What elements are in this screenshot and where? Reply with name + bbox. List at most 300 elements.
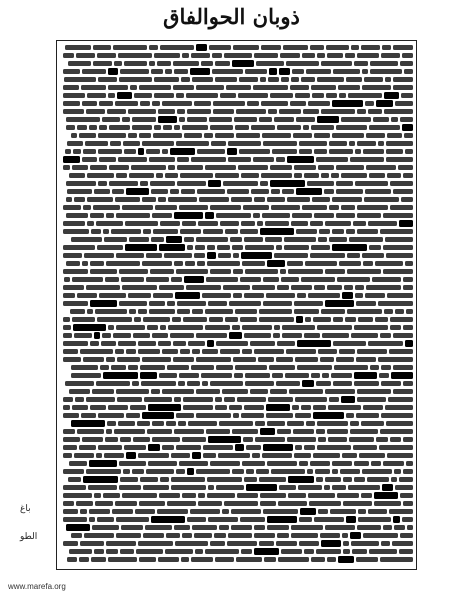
text-word <box>297 293 306 298</box>
text-word <box>238 165 268 170</box>
text-word <box>228 157 251 162</box>
text-word <box>282 189 294 194</box>
text-word <box>158 341 171 346</box>
text-word <box>326 45 349 50</box>
text-word <box>302 380 314 387</box>
text-word <box>180 349 190 354</box>
text-word <box>256 61 284 66</box>
text-word <box>254 525 265 530</box>
text-word <box>198 221 218 226</box>
text-word <box>351 333 378 338</box>
text-word <box>318 237 327 242</box>
text-word <box>132 469 144 474</box>
text-word <box>383 525 392 530</box>
text-word <box>214 533 226 538</box>
text-word <box>136 549 163 554</box>
text-word <box>366 285 401 290</box>
text-line <box>60 324 413 330</box>
text-word <box>350 157 384 162</box>
text-line <box>60 308 413 314</box>
text-word <box>383 269 413 274</box>
text-word <box>261 101 288 106</box>
text-word <box>160 325 166 330</box>
text-word <box>310 221 323 226</box>
text-word <box>187 381 200 386</box>
text-word <box>206 277 238 282</box>
text-line <box>60 52 413 58</box>
text-word <box>317 325 352 330</box>
text-word <box>321 61 352 66</box>
text-word <box>343 501 372 506</box>
text-word <box>211 141 226 146</box>
text-word <box>102 333 111 338</box>
text-word <box>317 421 348 426</box>
text-word <box>291 525 323 530</box>
text-line <box>60 284 413 290</box>
text-word <box>187 517 206 522</box>
text-word <box>208 180 221 187</box>
text-word <box>90 405 106 410</box>
text-word <box>388 397 413 402</box>
text-word <box>129 173 154 178</box>
text-word <box>63 85 79 90</box>
text-word <box>197 189 225 194</box>
text-word <box>120 477 138 482</box>
text-word <box>387 453 413 458</box>
text-word <box>328 437 347 442</box>
text-word <box>345 317 356 322</box>
text-word <box>132 125 152 130</box>
text-word <box>71 373 101 378</box>
text-word <box>132 117 156 122</box>
text-line <box>60 460 413 466</box>
text-line <box>60 556 413 562</box>
text-word <box>125 221 158 226</box>
text-word <box>271 189 280 194</box>
text-word <box>63 541 78 546</box>
text-word <box>269 68 277 75</box>
text-word <box>387 173 401 178</box>
text-word <box>122 117 130 122</box>
text-word <box>72 165 88 170</box>
text-word <box>204 133 213 138</box>
margin-note-2: الطو <box>20 532 38 542</box>
text-word <box>240 229 258 234</box>
text-word <box>357 109 366 114</box>
text-word <box>318 437 326 442</box>
text-word <box>222 509 229 514</box>
text-word <box>268 109 277 114</box>
text-word <box>290 85 309 90</box>
text-word <box>390 181 413 186</box>
text-word <box>378 357 413 362</box>
text-word <box>205 212 214 219</box>
text-line <box>60 380 413 386</box>
text-word <box>400 493 413 498</box>
text-word <box>126 452 136 459</box>
text-word <box>386 149 403 154</box>
text-word <box>184 276 204 283</box>
text-word <box>116 173 127 178</box>
text-word <box>209 117 232 122</box>
text-word <box>98 149 122 154</box>
text-word <box>363 533 398 538</box>
text-line <box>60 356 413 362</box>
text-word <box>150 181 175 186</box>
text-word <box>201 373 232 378</box>
text-word <box>298 485 322 490</box>
text-word <box>98 133 126 138</box>
text-word <box>133 333 150 338</box>
text-word <box>383 461 404 466</box>
text-word <box>287 437 316 442</box>
text-word <box>299 149 312 154</box>
text-word <box>158 116 177 123</box>
text-word <box>94 549 104 554</box>
text-word <box>108 325 114 330</box>
text-word <box>337 277 370 282</box>
text-word <box>227 189 249 194</box>
text-word <box>192 525 217 530</box>
text-word <box>138 349 160 354</box>
text-word <box>196 85 224 90</box>
text-word <box>295 413 311 418</box>
text-word <box>310 253 345 258</box>
text-word <box>215 77 237 82</box>
text-word <box>321 173 329 178</box>
text-word <box>73 324 106 331</box>
text-word <box>153 293 173 298</box>
text-word <box>301 77 315 82</box>
text-word <box>282 333 302 338</box>
text-word <box>146 469 174 474</box>
text-line <box>60 180 413 186</box>
text-word <box>332 461 352 466</box>
text-word <box>192 452 201 459</box>
text-word <box>83 357 104 362</box>
text-word <box>235 365 267 370</box>
text-word <box>215 173 239 178</box>
text-word <box>295 93 310 98</box>
text-word <box>179 461 208 466</box>
text-word <box>115 501 137 506</box>
text-word <box>368 221 397 226</box>
text-word <box>173 85 194 90</box>
text-word <box>386 253 413 258</box>
text-word <box>236 133 260 138</box>
text-word <box>109 181 138 186</box>
text-word <box>181 189 195 194</box>
text-word <box>63 445 77 450</box>
text-word <box>355 181 388 186</box>
text-word <box>254 548 279 555</box>
text-word <box>163 125 172 130</box>
text-word <box>241 413 264 418</box>
text-word <box>381 381 401 386</box>
text-word <box>170 333 194 338</box>
text-word <box>367 477 389 482</box>
text-word <box>281 77 289 82</box>
text-word <box>66 197 72 202</box>
text-word <box>89 509 110 514</box>
text-word <box>280 53 300 58</box>
text-word <box>318 165 334 170</box>
text-word <box>106 549 118 554</box>
text-word <box>68 477 81 482</box>
text-word <box>185 261 195 266</box>
text-line <box>60 140 413 146</box>
text-word <box>242 325 272 330</box>
text-word <box>197 149 225 154</box>
text-word <box>63 165 70 170</box>
text-word <box>261 173 292 178</box>
text-line <box>60 484 413 490</box>
text-word <box>393 77 413 82</box>
text-word <box>233 293 242 298</box>
text-word <box>63 109 84 114</box>
text-word <box>357 141 376 146</box>
text-line <box>60 212 413 218</box>
text-word <box>237 397 266 402</box>
text-word <box>364 197 399 202</box>
text-word <box>94 493 101 498</box>
text-word <box>93 45 111 50</box>
text-line <box>60 436 413 442</box>
text-word <box>145 525 172 530</box>
text-word <box>124 445 146 450</box>
text-word <box>299 517 312 522</box>
text-word <box>327 285 342 290</box>
text-word <box>277 533 289 538</box>
text-word <box>241 549 252 554</box>
text-word <box>94 332 100 339</box>
text-word <box>160 221 180 226</box>
text-line <box>60 388 413 394</box>
text-word <box>387 133 402 138</box>
text-word <box>63 501 74 506</box>
text-word <box>260 228 294 235</box>
text-word <box>179 117 185 122</box>
text-word <box>259 477 286 482</box>
text-word <box>87 197 113 202</box>
text-word <box>210 269 231 274</box>
text-word <box>291 285 312 290</box>
text-word <box>342 453 357 458</box>
text-word <box>311 125 334 130</box>
text-word <box>383 213 413 218</box>
text-word <box>244 477 257 482</box>
text-word <box>81 85 106 90</box>
text-word <box>327 557 336 562</box>
text-word <box>239 77 258 82</box>
text-word <box>392 541 413 546</box>
text-word <box>63 429 75 434</box>
text-word <box>67 557 77 562</box>
text-word <box>349 237 383 242</box>
text-word <box>106 429 112 434</box>
text-word <box>66 181 96 186</box>
text-word <box>111 365 126 370</box>
text-word <box>177 309 190 314</box>
text-word <box>391 477 397 482</box>
text-word <box>366 133 385 138</box>
text-word <box>245 269 278 274</box>
text-word <box>267 461 297 466</box>
text-word <box>309 501 341 506</box>
text-word <box>199 197 229 202</box>
text-word <box>277 429 291 434</box>
text-word <box>244 333 271 338</box>
text-word <box>296 229 317 234</box>
text-word <box>148 461 177 466</box>
text-word <box>305 317 311 322</box>
text-word <box>332 197 362 202</box>
text-word <box>386 421 413 426</box>
text-word <box>361 45 380 50</box>
text-line <box>60 508 413 514</box>
text-word <box>244 237 263 242</box>
text-word <box>108 557 137 562</box>
text-word <box>358 517 391 522</box>
text-word <box>162 101 192 106</box>
text-word <box>341 396 355 403</box>
text-word <box>63 93 85 98</box>
text-word <box>153 229 178 234</box>
text-word <box>178 381 185 386</box>
text-word <box>306 69 331 74</box>
text-word <box>148 404 181 411</box>
text-line <box>60 316 413 322</box>
text-word <box>286 61 319 66</box>
text-word <box>320 533 340 538</box>
text-line <box>60 364 413 370</box>
text-word <box>358 317 373 322</box>
text-word <box>257 221 263 226</box>
text-word <box>236 557 262 562</box>
text-word <box>243 205 269 210</box>
text-word <box>350 421 359 426</box>
text-line <box>60 340 413 346</box>
text-word <box>191 365 214 370</box>
text-word <box>403 173 413 178</box>
text-word <box>74 197 85 202</box>
text-word <box>357 525 381 530</box>
text-word <box>73 149 81 154</box>
text-word <box>181 557 189 562</box>
text-word <box>63 437 80 442</box>
text-word <box>407 525 413 530</box>
text-word <box>63 469 84 474</box>
text-word <box>347 269 381 274</box>
text-word <box>84 533 114 538</box>
text-word <box>203 229 223 234</box>
text-word <box>116 253 144 258</box>
text-word <box>113 333 131 338</box>
text-word <box>255 437 285 442</box>
text-word <box>232 469 244 474</box>
text-word <box>299 141 327 146</box>
text-word <box>277 285 289 290</box>
text-line <box>60 548 413 554</box>
text-line <box>60 228 413 234</box>
text-word <box>177 109 185 114</box>
text-word <box>213 109 234 114</box>
text-word <box>380 429 413 434</box>
text-word <box>316 429 325 434</box>
text-word <box>181 77 190 82</box>
text-word <box>196 413 231 418</box>
text-word <box>263 277 279 282</box>
text-word <box>139 133 151 138</box>
text-word <box>267 525 289 530</box>
text-word <box>390 317 413 322</box>
text-word <box>203 445 233 450</box>
text-word <box>167 501 196 506</box>
text-word <box>325 389 355 394</box>
text-word <box>398 165 413 170</box>
text-word <box>291 77 299 82</box>
text-word <box>393 516 400 523</box>
text-word <box>235 309 257 314</box>
text-word <box>370 61 398 66</box>
text-word <box>99 101 113 106</box>
text-word <box>100 365 109 370</box>
text-word <box>379 445 413 450</box>
text-word <box>353 221 366 226</box>
text-word <box>91 229 101 234</box>
text-word <box>361 421 384 426</box>
text-word <box>134 317 141 322</box>
text-word <box>206 429 230 434</box>
text-word <box>190 68 210 75</box>
text-word <box>152 101 160 106</box>
text-line <box>60 428 413 434</box>
text-word <box>67 141 83 146</box>
text-word <box>241 221 255 226</box>
text-word <box>293 429 314 434</box>
text-word <box>63 53 74 58</box>
text-word <box>336 125 367 130</box>
text-word <box>245 373 270 378</box>
text-word <box>261 45 281 50</box>
text-line <box>60 348 413 354</box>
text-word <box>251 125 275 130</box>
text-word <box>346 413 354 418</box>
text-word <box>332 244 367 251</box>
text-word <box>150 269 174 274</box>
text-word <box>225 229 238 234</box>
text-word <box>177 181 206 186</box>
text-word <box>63 156 80 163</box>
text-word <box>329 205 339 210</box>
text-word <box>355 149 361 154</box>
text-word <box>270 389 287 394</box>
text-word <box>210 541 225 546</box>
text-word <box>210 125 233 130</box>
text-word <box>310 45 324 50</box>
text-line <box>60 252 413 258</box>
text-word <box>97 53 116 58</box>
text-word <box>332 229 344 234</box>
text-word <box>285 373 309 378</box>
text-word <box>246 445 261 450</box>
text-word <box>197 261 205 266</box>
text-word <box>311 373 320 378</box>
text-word <box>402 53 413 58</box>
text-word <box>64 277 70 282</box>
text-word <box>215 405 227 410</box>
text-word <box>333 341 366 346</box>
